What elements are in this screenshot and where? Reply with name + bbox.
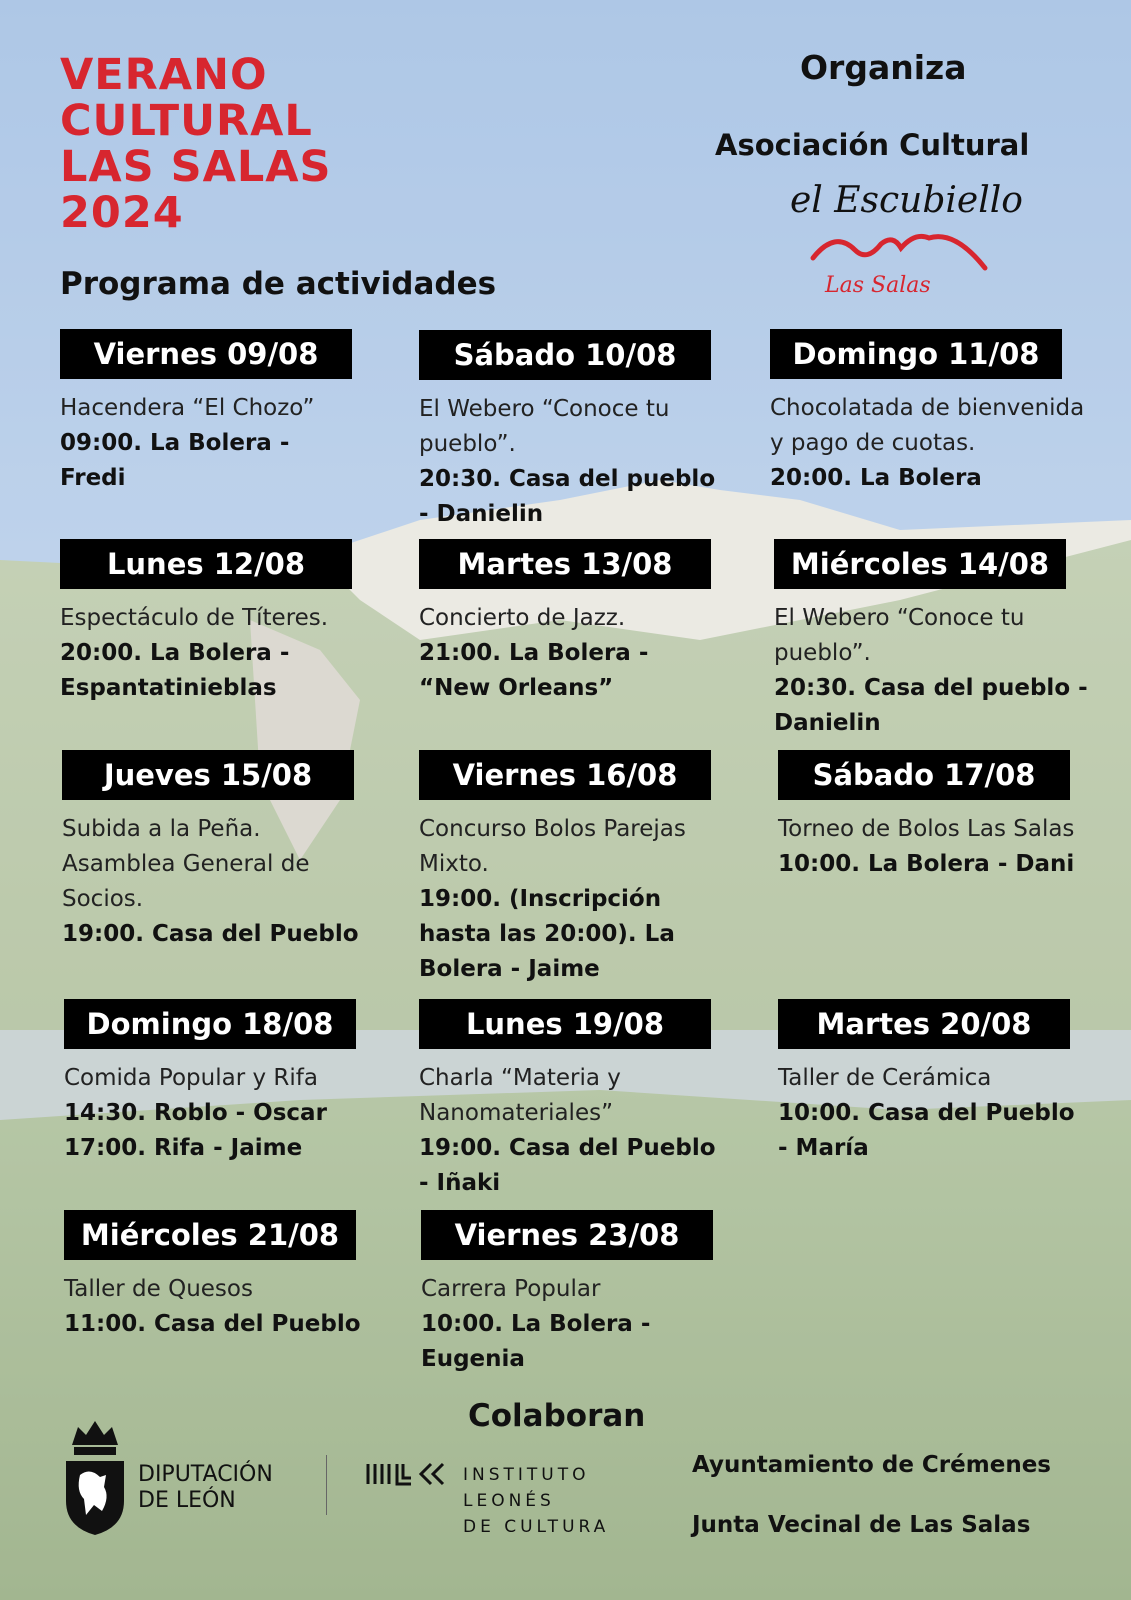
sponsor-ayuntamiento: Ayuntamiento de Crémenes xyxy=(692,1452,1051,1478)
day-card xyxy=(60,539,360,706)
day-header: Sábado 10/08 xyxy=(419,330,711,380)
diputacion-name xyxy=(138,1462,273,1514)
day-card xyxy=(778,999,1078,1166)
day-details: 20:00. La Bolera xyxy=(770,465,982,491)
day-description: Chocolatada de bienvenida y pago de cuotas. xyxy=(770,395,1085,456)
mountain-logo-icon xyxy=(805,228,995,302)
day-header: Lunes 12/08 xyxy=(60,539,352,589)
day-card xyxy=(770,329,1090,496)
day-details: 14:30. Roblo - Oscar xyxy=(64,1100,327,1126)
title-line: LAS SALAS xyxy=(60,142,332,192)
day-description: Charla “Materia y Nanomateriales” xyxy=(419,1065,621,1126)
day-description: Concierto de Jazz. xyxy=(419,605,626,631)
day-header: Sábado 17/08 xyxy=(778,750,1070,800)
day-header: Miércoles 21/08 xyxy=(64,1210,356,1260)
instituto-name xyxy=(463,1462,609,1540)
instituto-line: INSTITUTO xyxy=(463,1465,590,1485)
day-card xyxy=(64,1210,364,1342)
day-description: Espectáculo de Títeres. xyxy=(60,605,329,631)
title-line: 2024 xyxy=(60,188,184,238)
day-card xyxy=(778,750,1098,882)
day-details: 20:30. Casa del pueblo - Danielin xyxy=(419,466,716,527)
day-description: Concurso Bolos Parejas Mixto. xyxy=(419,816,686,877)
day-description: Taller de Cerámica xyxy=(778,1065,992,1091)
day-header: Domingo 18/08 xyxy=(64,999,356,1049)
day-card xyxy=(60,329,360,496)
day-details: 19:00. Casa del Pueblo - Iñaki xyxy=(419,1135,716,1196)
day-details: 19:00. Casa del Pueblo xyxy=(62,921,359,947)
day-header: Martes 13/08 xyxy=(419,539,711,589)
day-details: 10:00. La Bolera - Eugenia xyxy=(421,1311,651,1372)
day-description: Carrera Popular xyxy=(421,1276,601,1302)
day-header: Domingo 11/08 xyxy=(770,329,1062,379)
title-line: CULTURAL xyxy=(60,96,313,146)
instituto-logo-icon xyxy=(365,1462,451,1486)
day-card xyxy=(62,750,362,952)
collaborators-label: Colaboran xyxy=(468,1398,646,1434)
instituto-line: DE CULTURA xyxy=(463,1517,610,1537)
organizer-logo-name: el Escubiello xyxy=(790,180,1023,221)
sponsor-junta-vecinal: Junta Vecinal de Las Salas xyxy=(692,1512,1031,1538)
day-card xyxy=(419,330,719,532)
day-details: 20:00. La Bolera - Espantatinieblas xyxy=(60,640,290,701)
day-description: Comida Popular y Rifa xyxy=(64,1065,318,1091)
day-card xyxy=(64,999,364,1166)
day-details: 19:00. (Inscripción hasta las 20:00). La Bolera - Jaime xyxy=(419,886,675,982)
diputacion-line: DIPUTACIÓN xyxy=(138,1462,273,1487)
title-line: VERANO xyxy=(60,50,268,100)
day-header: Viernes 09/08 xyxy=(60,329,352,379)
day-card xyxy=(419,999,719,1201)
day-details: 17:00. Rifa - Jaime xyxy=(64,1135,303,1161)
day-header: Viernes 23/08 xyxy=(421,1210,713,1260)
day-details: 20:30. Casa del pueblo - Danielin xyxy=(774,675,1088,736)
footer-divider xyxy=(326,1455,327,1515)
day-description: Hacendera “El Chozo” xyxy=(60,395,315,421)
organizer-logo-sub: Las Salas xyxy=(825,273,931,298)
event-title xyxy=(60,52,332,236)
day-header: Lunes 19/08 xyxy=(419,999,711,1049)
instituto-line: LEONÉS xyxy=(463,1491,555,1511)
day-details: 09:00. La Bolera - Fredi xyxy=(60,430,290,491)
day-description: El Webero “Conoce tu pueblo”. xyxy=(419,396,670,457)
program-subtitle: Programa de actividades xyxy=(60,266,497,302)
day-header: Jueves 15/08 xyxy=(62,750,354,800)
day-details: 10:00. La Bolera - Dani xyxy=(778,851,1075,877)
day-details: 10:00. Casa del Pueblo - María xyxy=(778,1100,1075,1161)
day-description: Torneo de Bolos Las Salas xyxy=(778,816,1075,842)
diputacion-line: DE LEÓN xyxy=(138,1488,236,1513)
day-details: 11:00. Casa del Pueblo xyxy=(64,1311,361,1337)
day-details: 21:00. La Bolera - “New Orleans” xyxy=(419,640,649,701)
day-description: Subida a la Peña. Asamblea General de Socios. xyxy=(62,816,310,912)
organizer-label: Organiza xyxy=(800,48,967,87)
day-card xyxy=(419,750,719,987)
day-card xyxy=(419,539,719,706)
day-header: Miércoles 14/08 xyxy=(774,539,1066,589)
day-card xyxy=(774,539,1109,741)
day-header: Viernes 16/08 xyxy=(419,750,711,800)
day-description: Taller de Quesos xyxy=(64,1276,253,1302)
organizer-name: Asociación Cultural xyxy=(715,128,1030,162)
day-header: Martes 20/08 xyxy=(778,999,1070,1049)
day-card xyxy=(421,1210,721,1377)
day-description: El Webero “Conoce tu pueblo”. xyxy=(774,605,1025,666)
